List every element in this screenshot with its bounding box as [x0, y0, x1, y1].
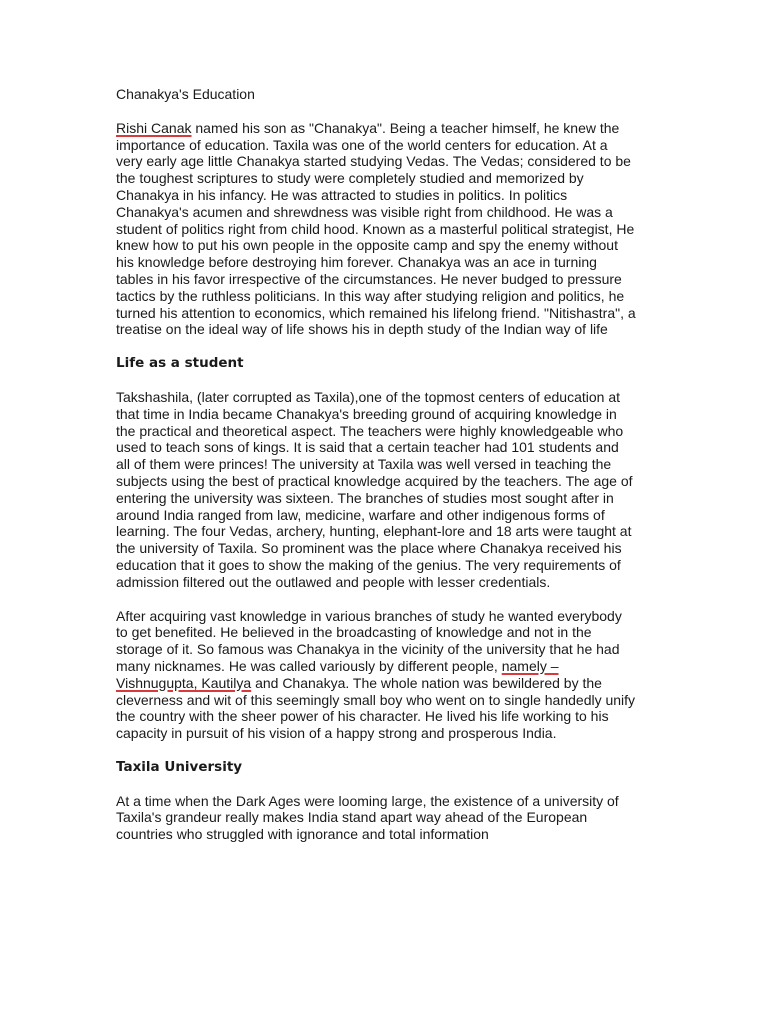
- spelling-flagged-names[interactable]: namely – Vishnugupta, Kautilya: [116, 657, 559, 691]
- paragraph-text-before: After acquiring vast knowledge in various branches of study he wanted everybody to get benefited. He believed in the broadcasting of knowledge and not in the storage of it. So famous was Chanakya in the vicinity of the university that he had many nicknames. He was called variously by different people,: [116, 607, 622, 674]
- document-page: [116, 86, 636, 843]
- section-heading-life-as-student: Life as a student: [116, 355, 244, 372]
- paragraph-takshashila: Takshashila, (later corrupted as Taxila),one of the topmost centers of education at that time in India became Chanakya's breeding ground of acquiring knowledge in the practical and theoretical aspect. The teachers were highly knowledgeable who used to teach sons of kings. It is said that a certain teacher had 101 students and all of them were princes! The university at Taxila was well versed in teaching the subjects using the best of practical knowledge acquired by the teachers. The age of entering the university was sixteen. The branches of studies most sought after in around India ranged from law, medicine, warfare and other indigenous forms of learning. The four Vedas, archery, hunting, elephant-lore and 18 arts were taught at the university of Taxila. So prominent was the place where Chanakya received his education that it goes to show the making of the genius. The very requirements of admission filtered out the outlawed and people with lesser credentials.: [116, 388, 633, 590]
- paragraph-text-after: and Chanakya. The whole nation was bewildered by the cleverness and wit of this seemingly small boy who went on to single handedly unify the country with the sheer power of his character. He lived his life working to his capacity in pursuit of his vision of a happy strong and prosperous India.: [116, 674, 636, 742]
- paragraph-taxila-university: At a time when the Dark Ages were looming large, the existence of a university of Taxila's grandeur really makes India stand apart way ahead of the European countries who struggled with ignorance and total information: [116, 792, 619, 843]
- spelling-flagged-name[interactable]: Rishi Canak: [116, 119, 192, 136]
- paragraph-education: [116, 120, 636, 338]
- section-heading-taxila-university: Taxila University: [116, 758, 243, 775]
- paragraph-text: named his son as "Chanakya". Being a teacher himself, he knew the importance of education. Taxila was one of the world centers for education. At a very early age little Chanakya started studying Vedas. The Vedas; considered to be the toughest scriptures to study were completely studied and memorized by Chanakya in his infancy. He was attracted to studies in politics. In politics Chanakya's acumen and shrewdness was visible right from childhood. He was a student of politics right from child hood. Known as a masterful political strategist, He knew how to put his own people in the opposite camp and spy the enemy without his knowledge before destroying him forever. Chanakya was an ace in turning tables in his favor irrespective of the circumstances. He never budged to pressure tactics by the ruthless politicians. In this way after studying religion and politics, he turned his attention to economics, which remained his lifelong friend. "Nitishastra", a treatise on the ideal way of life shows his in depth study of the Indian way of life: [116, 119, 636, 338]
- document-title: Chanakya's Education: [116, 86, 255, 102]
- paragraph-knowledge: [116, 608, 636, 742]
